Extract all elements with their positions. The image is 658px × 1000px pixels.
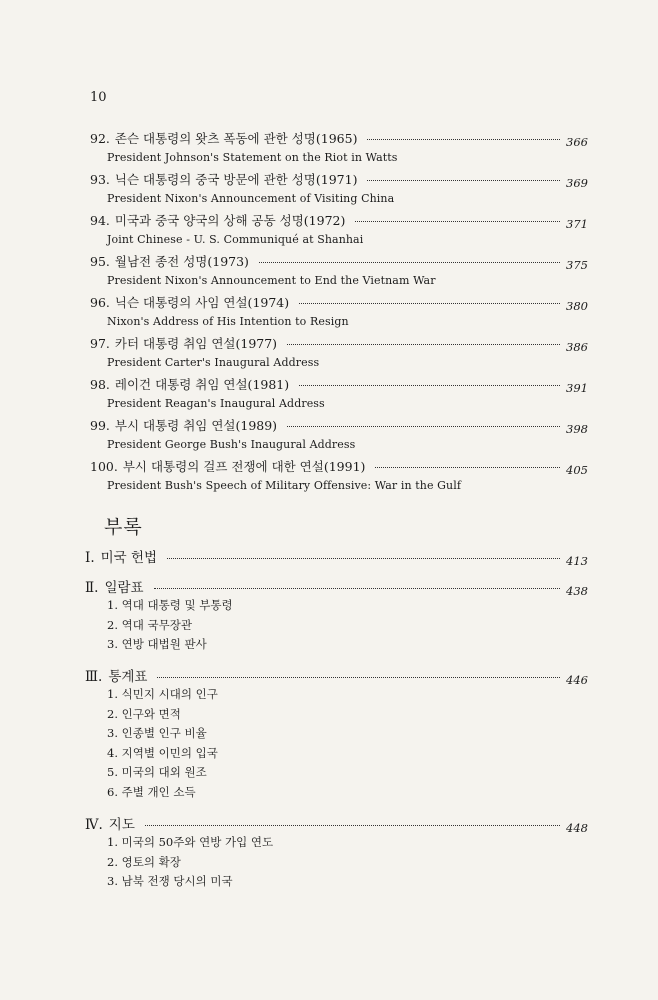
dot-leader — [157, 677, 560, 678]
dot-leader — [299, 303, 560, 304]
entry-title-korean: 닉슨 대통령의 사임 연설(1974) — [114, 295, 290, 310]
toc-entry — [90, 252, 588, 293]
section-page: 446 — [566, 673, 588, 687]
entry-page: 369 — [566, 176, 588, 190]
entry-title-english: Joint Chinese - U. S. Communiqué at Shanhai — [107, 233, 364, 246]
page-number: 10 — [90, 90, 107, 105]
sub-item: 3. 남북 전쟁 당시의 미국 — [107, 874, 233, 888]
section-title: 통계표 — [108, 669, 148, 685]
appendix-section — [85, 813, 588, 892]
section-page: 438 — [566, 584, 588, 598]
dot-leader — [154, 588, 560, 589]
toc-entry — [90, 293, 588, 334]
dot-leader — [167, 558, 560, 559]
entry-title-korean: 부시 대통령 취임 연설(1989) — [114, 418, 278, 433]
entry-page: 405 — [566, 463, 588, 477]
entry-title-english: President Johnson's Statement on the Riot in Watts — [107, 151, 398, 164]
appendix-section — [85, 576, 588, 655]
entry-title-english: President Nixon's Announcement of Visiting China — [107, 192, 395, 205]
toc-entry — [90, 457, 588, 498]
sub-item: 2. 인구와 면적 — [107, 706, 181, 721]
entry-number: 92. — [90, 131, 110, 146]
entry-title-english: President Nixon's Announcement to End the Vietnam War — [107, 274, 436, 287]
entry-number: 97. — [90, 336, 110, 351]
section-title: 지도 — [108, 817, 135, 833]
section-page: 448 — [566, 821, 588, 835]
sub-item: 1. 미국의 50주와 연방 가입 연도 — [107, 835, 274, 849]
entry-page: 386 — [566, 340, 588, 354]
sub-item: 1. 식민지 시대의 인구 — [107, 687, 218, 701]
sub-item: 6. 주별 개인 소득 — [107, 784, 196, 799]
entry-title-english: President Bush's Speech of Military Offensive: War in the Gulf — [107, 479, 462, 492]
section-title: 미국 헌법 — [100, 550, 158, 566]
toc-entry — [90, 170, 588, 211]
toc-entry — [90, 416, 588, 457]
entry-title-korean: 레이건 대통령 취임 연설(1981) — [114, 377, 290, 392]
entry-page: 371 — [566, 217, 588, 231]
entry-title-korean: 미국과 중국 양국의 상해 공동 성명(1972) — [114, 213, 346, 228]
entry-title-korean: 닉슨 대통령의 중국 방문에 관한 성명(1971) — [114, 172, 358, 187]
entry-title-english: President Reagan's Inaugural Address — [107, 397, 325, 410]
dot-leader — [259, 262, 560, 263]
entry-page: 366 — [566, 135, 588, 149]
toc-entries — [90, 129, 588, 498]
entry-number: 95. — [90, 254, 110, 269]
section-number: Ⅳ. — [85, 817, 103, 833]
dot-leader — [287, 344, 560, 345]
entry-page: 398 — [566, 422, 588, 436]
dot-leader — [367, 180, 560, 181]
entry-title-english: Nixon's Address of His Intention to Resign — [107, 315, 349, 328]
section-number: Ⅱ. — [85, 580, 99, 596]
entry-number: 99. — [90, 418, 110, 433]
appendix-heading: 부록 — [104, 516, 143, 538]
section-title: 일람표 — [104, 580, 144, 596]
entry-title-english: President Carter's Inaugural Address — [107, 356, 320, 369]
sub-item: 2. 영토의 확장 — [107, 854, 181, 869]
entry-title-korean: 월남전 종전 성명(1973) — [114, 254, 249, 269]
appendix-section — [85, 665, 588, 802]
toc-entry — [90, 211, 588, 252]
dot-leader — [287, 426, 560, 427]
entry-number: 94. — [90, 213, 110, 228]
toc-entry — [90, 334, 588, 375]
entry-page: 375 — [566, 258, 588, 272]
sub-item: 4. 지역별 이민의 입국 — [107, 745, 218, 760]
entry-number: 98. — [90, 377, 110, 392]
dot-leader — [367, 139, 560, 140]
toc-entry — [90, 129, 588, 170]
sub-item: 2. 역대 국무장관 — [107, 617, 192, 632]
section-number: Ⅰ. — [85, 550, 95, 566]
entry-number: 93. — [90, 172, 110, 187]
appendix-section — [85, 546, 588, 566]
entry-page: 391 — [566, 381, 588, 395]
section-number: Ⅲ. — [85, 669, 103, 685]
sub-item: 3. 인종별 인구 비율 — [107, 726, 207, 740]
dot-leader — [145, 825, 560, 826]
dot-leader — [375, 467, 560, 468]
entry-number: 100. — [90, 459, 118, 474]
dot-leader — [299, 385, 560, 386]
dot-leader — [355, 221, 560, 222]
entry-title-korean: 존슨 대통령의 왓츠 폭동에 관한 성명(1965) — [114, 131, 358, 146]
sub-item: 3. 연방 대법원 판사 — [107, 637, 207, 651]
entry-page: 380 — [566, 299, 588, 313]
entry-title-korean: 카터 대통령 취임 연설(1977) — [114, 336, 278, 351]
toc-entry — [90, 375, 588, 416]
section-page: 413 — [566, 554, 588, 568]
entry-title-english: President George Bush's Inaugural Address — [107, 438, 356, 451]
sub-item: 1. 역대 대통령 및 부통령 — [107, 598, 233, 612]
entry-title-korean: 부시 대통령의 걸프 전쟁에 대한 연설(1991) — [122, 459, 366, 474]
entry-number: 96. — [90, 295, 110, 310]
sub-item: 5. 미국의 대외 원조 — [107, 765, 207, 779]
